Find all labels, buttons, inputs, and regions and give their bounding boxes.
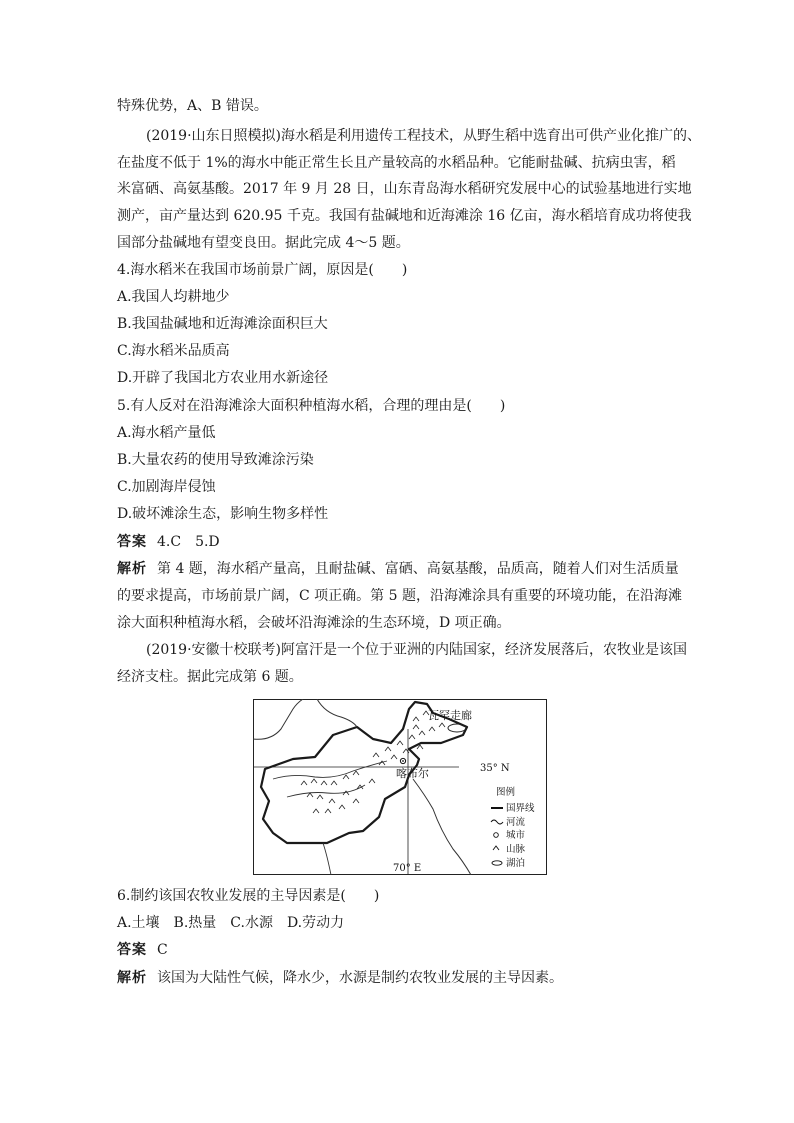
lake-symbol — [448, 724, 466, 732]
passage-line: 在盐度不低于 1%的海水中能正常生长且产量较高的水稻品种。它能耐盐碱、抗病虫害，稻 — [117, 155, 676, 171]
question-5-option-b: B.大量农药的使用导致滩涂污染 — [117, 452, 314, 468]
river-legend-icon — [491, 820, 503, 824]
mountain-icon — [301, 771, 359, 785]
map-figure — [253, 699, 547, 875]
river-line — [317, 699, 357, 727]
corridor-label: 瓦罕走廊 — [428, 709, 472, 722]
passage-line: 测产，亩产量达到 620.95 千克。我国有盐碱地和近海滩涂 16 亿亩，海水稻培育成功将使我 — [117, 208, 692, 224]
river-line — [323, 843, 331, 875]
legend-border-label: 国界线 — [506, 803, 535, 814]
answer-label: 答案 — [117, 942, 147, 958]
answer-value: C — [157, 942, 168, 958]
question-5-option-c: C.加剧海岸侵蚀 — [117, 479, 216, 495]
question-5-option-a: A.海水稻产量低 — [117, 425, 216, 441]
city-icon-dot — [402, 760, 404, 762]
passage-2-line: 经济支柱。据此完成第 6 题。 — [117, 669, 303, 685]
answer-label: 答案 — [117, 534, 147, 550]
longitude-label: 70° E — [393, 863, 422, 874]
answer-value: 4.C 5.D — [157, 534, 220, 550]
analysis-2-line — [117, 969, 563, 987]
question-4-option-d: D.开辟了我国北方农业用水新途径 — [117, 370, 329, 386]
mountain-icon — [413, 711, 429, 729]
mountain-range — [301, 711, 445, 813]
question-4-option-c: C.海水稻米品质高 — [117, 343, 230, 359]
question-6-options: A.土壤 B.热量 C.水源 D.劳动力 — [117, 915, 345, 931]
national-border — [261, 702, 467, 843]
question-6-stem: 6.制约该国农牧业发展的主导因素是( ) — [117, 888, 380, 904]
analysis-text: 该国为大陆性气候，降水少，水源是制约农牧业发展的主导因素。 — [157, 970, 563, 986]
latitude-label: 35° N — [480, 763, 510, 774]
analysis-1-line: 涂大面积种植海水稻，会破坏沿海滩涂的生态环境，D 项正确。 — [117, 615, 511, 631]
analysis-label: 解析 — [117, 561, 147, 577]
legend-lake-label: 湖泊 — [506, 858, 526, 869]
passage-line: 国部分盐碱地有望变良田。据此完成 4～5 题。 — [117, 235, 410, 251]
legend-river-label: 河流 — [506, 817, 526, 828]
passage-line: (2019·山东日照模拟)海水稻是利用遗传工程技术，从野生稻中选育出可供产业化推广的、 — [146, 128, 702, 144]
passage-line: 米富硒、高氨基酸。2017 年 9 月 28 日，山东青岛海水稻研究发展中心的试验基地进行实地 — [117, 181, 692, 197]
passage-tail: 特殊优势，A、B 错误。 — [117, 98, 268, 114]
answer-2 — [117, 941, 168, 959]
analysis-text: 第 4 题，海水稻产量高，且耐盐碱、富硒、高氨基酸，品质高，随着人们对生活质量 — [157, 561, 679, 577]
analysis-1-line: 的要求提高，市场前景广阔，C 项正确。第 5 题，沿海滩涂具有重要的环境功能，在沿海滩 — [117, 588, 682, 604]
mountain-legend-icon — [493, 846, 499, 850]
afghanistan-map — [253, 699, 547, 875]
river-line — [413, 779, 471, 875]
legend-mountain-label: 山脉 — [506, 844, 526, 855]
passage-2-line: (2019·安徽十校联考)阿富汗是一个位于亚洲的内陆国家，经济发展落后，农牧业是该国 — [146, 642, 688, 658]
analysis-1-line — [117, 560, 679, 578]
answer-1 — [117, 533, 220, 551]
legend-city-label: 城市 — [506, 830, 526, 841]
question-4-option-a: A.我国人均耕地少 — [117, 289, 230, 305]
lake-legend-icon — [492, 861, 502, 865]
analysis-label: 解析 — [117, 970, 147, 986]
question-4-option-b: B.我国盐碱地和近海滩涂面积巨大 — [117, 316, 328, 332]
mountain-icon — [373, 723, 445, 757]
question-5-option-d: D.破坏滩涂生态，影响生物多样性 — [117, 506, 329, 522]
legend-title: 图例 — [496, 787, 516, 798]
mountain-icon — [313, 799, 359, 813]
map-legend — [491, 786, 535, 869]
river-line — [273, 761, 387, 779]
river-line — [253, 699, 303, 739]
mountain-icon — [307, 779, 375, 803]
river-line — [287, 785, 365, 797]
city-label: 喀布尔 — [396, 767, 429, 780]
city-legend-icon — [494, 833, 499, 838]
question-5-stem: 5.有人反对在沿海滩涂大面积种植海水稻，合理的理由是( ) — [117, 398, 506, 414]
question-4-stem: 4.海水稻米在我国市场前景广阔，原因是( ) — [117, 262, 408, 278]
